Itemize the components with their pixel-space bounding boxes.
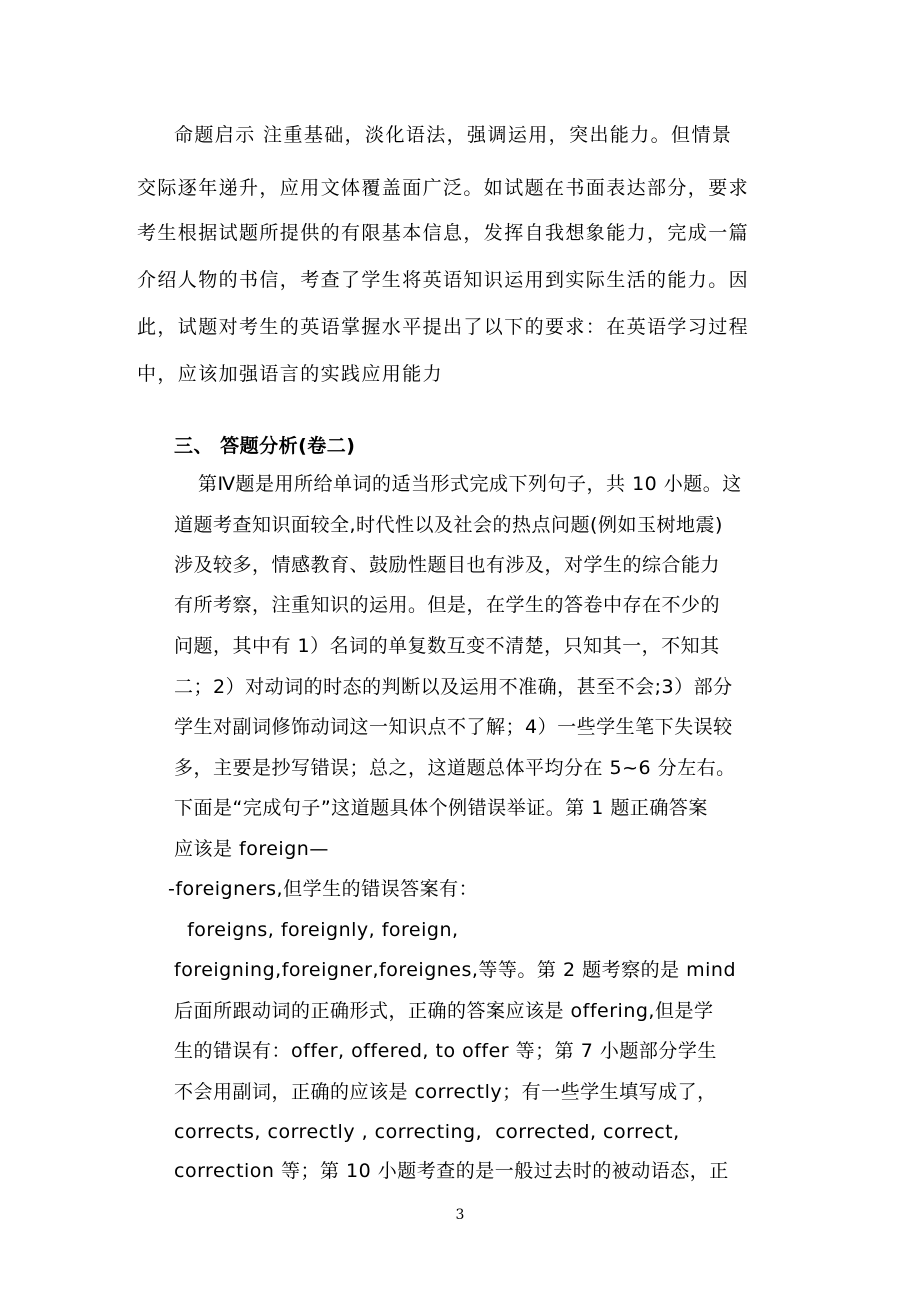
- paragraph-line: 下面是“完成句子”这道题具体个例错误举证。第 1 题正确答案: [174, 797, 708, 819]
- paragraph-line: 有所考察，注重知识的运用。但是，在学生的答卷中存在不少的: [174, 594, 721, 616]
- paragraph-line: 交际逐年递升，应用文体覆盖面广泛。如试题在书面表达部分，要求: [137, 177, 750, 199]
- section-heading: 三、 答题分析(卷二): [174, 435, 356, 457]
- paragraph-line: 涉及较多，情感教育、鼓励性题目也有涉及，对学生的综合能力: [174, 554, 721, 576]
- paragraph-line: 此，试题对考生的英语掌握水平提出了以下的要求：在英语学习过程: [137, 316, 750, 338]
- paragraph-line: 考生根据试题所提供的有限基本信息，发挥自我想象能力，完成一篇: [137, 222, 750, 244]
- paragraph-line: 后面所跟动词的正确形式，正确的答案应该是 offering,但是学: [174, 1000, 714, 1022]
- paragraph-line: 第Ⅳ题是用所给单词的适当形式完成下列句子，共 10 小题。这: [198, 473, 742, 495]
- paragraph-line: 介绍人物的书信，考查了学生将英语知识运用到实际生活的能力。因: [137, 269, 750, 291]
- paragraph-line: 不会用副词，正确的应该是 correctly；有一些学生填写成了，: [174, 1081, 717, 1103]
- paragraph-line: corrects, correctly , correcting, corrected, correct,: [174, 1121, 680, 1143]
- paragraph-line: 命题启示 注重基础，淡化语法，强调运用，突出能力。但情景: [174, 124, 733, 146]
- paragraph-line: 学生对副词修饰动词这一知识点不了解；4）一些学生笔下失误较: [174, 716, 733, 738]
- paragraph-line: 问题，其中有 1）名词的单复数互变不清楚，只知其一，不知其: [174, 635, 720, 657]
- paragraph-line: 多，主要是抄写错误；总之，这道题总体平均分在 5~6 分左右。: [174, 757, 736, 779]
- paragraph-line: correction 等；第 10 小题考查的是一般过去时的被动语态，正: [174, 1160, 729, 1182]
- paragraph-line: 二；2）对动词的时态的判断以及运用不准确，甚至不会;3）部分: [174, 676, 733, 698]
- page-number: 3: [455, 1207, 465, 1223]
- paragraph-line: 应该是 foreign—: [174, 838, 329, 860]
- paragraph-line: -foreigners,但学生的错误答案有：: [168, 878, 479, 900]
- paragraph-line: foreigning,foreigner,foreignes,等等。第 2 题考察的是 mind: [174, 959, 737, 981]
- paragraph-line: foreigns, foreignly, foreign,: [174, 919, 459, 941]
- paragraph-line: 中，应该加强语言的实践应用能力: [137, 363, 444, 385]
- paragraph-line: 生的错误有：offer, offered, to offer 等；第 7 小题部分学生: [174, 1040, 717, 1062]
- paragraph-line: 道题考查知识面较全,时代性以及社会的热点问题(例如玉树地震): [174, 514, 723, 536]
